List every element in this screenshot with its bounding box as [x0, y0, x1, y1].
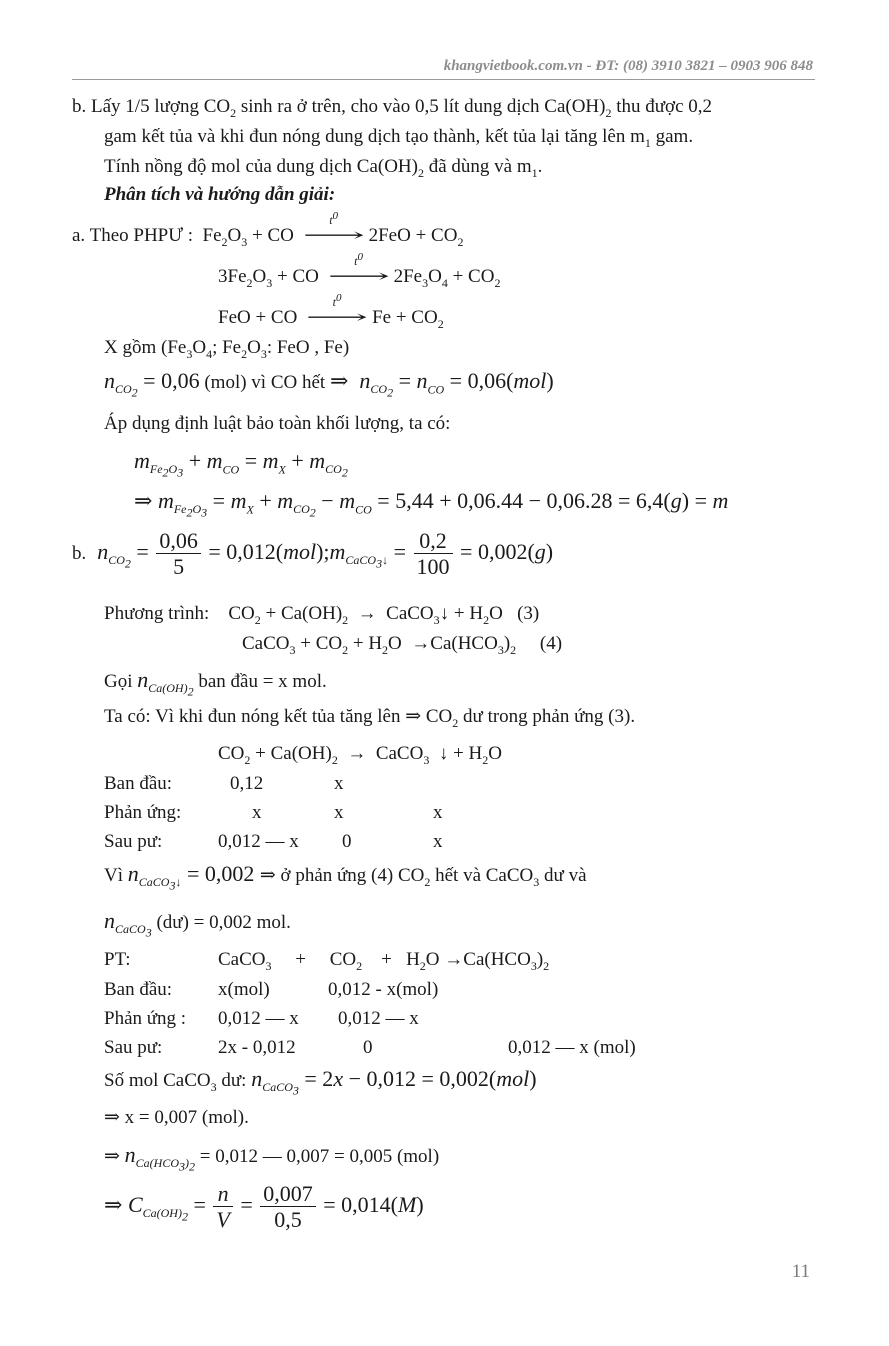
part-a-reaction-3: FeO + CO $t^0$ ⟶ $Fe + CO_2$	[218, 292, 444, 331]
hco3-text: = 0,012 — 0,007 = 0,005 (mol)	[195, 1146, 440, 1167]
equation-4: CaCO$_3$ + $CO_2 + H_2O \to Ca(HCO_3)_2$ (4)	[242, 633, 563, 657]
table2-cell: 0,012 - x(mol)	[328, 979, 439, 1000]
reason-text: Ta có: Vì khi đun nóng kết tủa tăng lên ⇒ $CO_2$ dư trong phản ứng (3).	[104, 706, 636, 730]
header-rule	[72, 79, 815, 80]
fraction-denominator: V	[216, 1207, 230, 1233]
excess-text: (dư) = 0,002 mol.	[151, 912, 291, 933]
page-number: 11	[791, 1261, 810, 1282]
page-header: khangvietbook.com.vn - ĐT: (08) 3910 3821 – 0903 906 848	[443, 58, 813, 74]
fraction-mcaco3	[414, 528, 453, 580]
call-text-start: Gọi	[104, 671, 138, 692]
table1-equation: $CO_2 + Ca(OH)_2$ → CaCO$_3$ ↓ + $H_2O$	[218, 743, 502, 767]
table2-row-initial: Ban đầu:	[104, 979, 173, 1000]
mass-equation-2: ⇒ $m_{Fe_2O_3} = m_X + m_{CO_2} - m_{CO} = 5,44 + 0,06.44 - 0,06.28 = 6,4(g) = m$	[134, 488, 729, 520]
fraction-numerator: n	[213, 1181, 232, 1207]
mol-caco3-line: Số mol CaCO$_3$ dư: $n_{CaCO_3} = 2x - 0,012 = 0,002(mol)$	[104, 1066, 537, 1098]
table2-cell: 2x - 0,012	[218, 1037, 296, 1058]
problem-b-line1: b. Lấy 1/5 lượng $CO_2$ sinh ra ở trên, cho vào 0,5 lít dung dịch $Ca(OH)_2$ thu được 0,2	[72, 96, 713, 120]
table1-cell: x	[252, 802, 262, 823]
fraction-nco2	[156, 528, 201, 580]
table1-cell: 0,012 — x	[218, 831, 299, 852]
fraction-denominator: 100	[416, 554, 450, 580]
equation-label: Phương trình:	[104, 603, 210, 624]
table2-cell: 0	[363, 1037, 373, 1058]
call-x: Gọi $n_{Ca(OH)_2}$ ban đầu = x mol.	[104, 667, 327, 699]
table2-cell: 0,012 — x	[338, 1008, 419, 1029]
reaction-arrow: $t^0$ ⟶	[306, 292, 369, 327]
equation-number: (4)	[539, 633, 563, 654]
fraction-numerator: 0,06	[156, 528, 201, 554]
problem-b-line2: gam kết tủa và khi đun nóng dung dịch tạo thành, kết tủa lại tăng lên $m_1$ gam.	[104, 126, 694, 150]
fraction-numerator: 0,2	[414, 528, 453, 554]
table1-row-react: Phản ứng:	[104, 802, 182, 823]
fraction-concentration	[260, 1181, 316, 1233]
fraction-n-over-v	[213, 1181, 232, 1233]
solution-hint: Phân tích và hướng dẫn giải:	[104, 184, 336, 205]
table2-cell: 0,012 — x (mol)	[508, 1037, 636, 1058]
table1-cell: x	[334, 773, 344, 794]
implies-symbol: ⇒	[104, 1146, 125, 1167]
part-a-intro: a. Theo PHPƯ :	[72, 225, 194, 246]
problem-b-line3: Tính nồng độ mol của dung dịch $Ca(OH)_2$ đã dùng và $m_1$.	[104, 156, 543, 180]
because-line: Vì $n_{CaCO_3↓} = 0,002$ ⇒ ở phản ứng (4) $CO_2$ hết và CaCO$_3$ dư và	[104, 861, 587, 893]
equation-number: (3)	[517, 603, 540, 624]
equation-3: Phương trình: $CO_2 + Ca(OH)_2$ → CaCO$_3$↓ + $H_2O$ (3)	[104, 603, 540, 627]
concentration-line: ⇒ $C_{Ca(OH)_2}$ = $\frac{n}{V}$ = $\frac{0,007}{0,5}$ = 0,014(M)	[104, 1181, 424, 1233]
excess-line: $n_{CaCO_3}$ (dư) = 0,002 mol.	[104, 908, 291, 940]
table1-row-after: Sau pư:	[104, 831, 163, 852]
reaction-arrow: $t^0$ ⟶	[327, 251, 390, 286]
part-b-moles: b. $n_{CO_2}$ = $\frac{0,06}{5}$ = $0,012(mol);m_{CaCO_3↓}$ = $\frac{0,2}{100}$ = 0,002(g)	[72, 528, 554, 580]
table1-cell: x	[433, 802, 443, 823]
table2-row-after: Sau pư:	[104, 1037, 163, 1058]
table1-cell: 0	[342, 831, 352, 852]
conservation-text: Áp dụng định luật bảo toàn khối lượng, ta có:	[104, 413, 451, 434]
part-a-reaction-2: $3Fe_2O_3$ + CO $t^0$ ⟶ $2Fe_3O_4 + CO_2$	[218, 251, 501, 290]
call-text-end: ban đầu = x mol.	[193, 671, 327, 692]
part-b-label: b.	[72, 542, 87, 564]
table1-cell: 0,12	[230, 773, 264, 794]
table1-cell: x	[334, 802, 344, 823]
hco3-line: ⇒ $n_{Ca(HCO_3)_2} = 0,012$ — 0,007 = 0,005 (mol)	[104, 1142, 440, 1174]
table2-equation: CaCO$_3$ + $CO_2$ + $H_2O \to Ca(HCO_3)_2$	[218, 949, 550, 973]
table2-label: PT:	[104, 949, 131, 970]
mass-equation-1: $m_{Fe_2O_3} + m_{CO} = m_X + m_{CO_2}$	[134, 448, 348, 480]
fraction-denominator: 5	[173, 554, 185, 580]
table2-cell: x(mol)	[218, 979, 270, 1000]
fraction-denominator: 0,5	[274, 1207, 302, 1233]
x-value: ⇒ x = 0,007 (mol).	[104, 1107, 249, 1128]
nco2-equation: $n_{CO_2} = 0,06$ (mol) vì CO hết ⇒ $n_{CO_2} = n_{CO} = 0,06(mol)$	[104, 368, 554, 400]
table2-cell: 0,012 — x	[218, 1008, 299, 1029]
table1-cell: x	[433, 831, 443, 852]
x-composition: X gồm ($Fe_3O_4$; $Fe_2O_3$: FeO , Fe)	[104, 337, 350, 361]
fraction-numerator: 0,007	[260, 1181, 316, 1207]
reaction-arrow: $t^0$ ⟶	[302, 210, 365, 245]
table2-row-react: Phản ứng :	[104, 1008, 187, 1029]
table1-row-initial: Ban đầu:	[104, 773, 173, 794]
part-a-reaction-1: a. Theo PHPƯ : $Fe_2O_3$ + CO $t^0$ ⟶ $2FeO + CO_2$	[72, 210, 464, 249]
